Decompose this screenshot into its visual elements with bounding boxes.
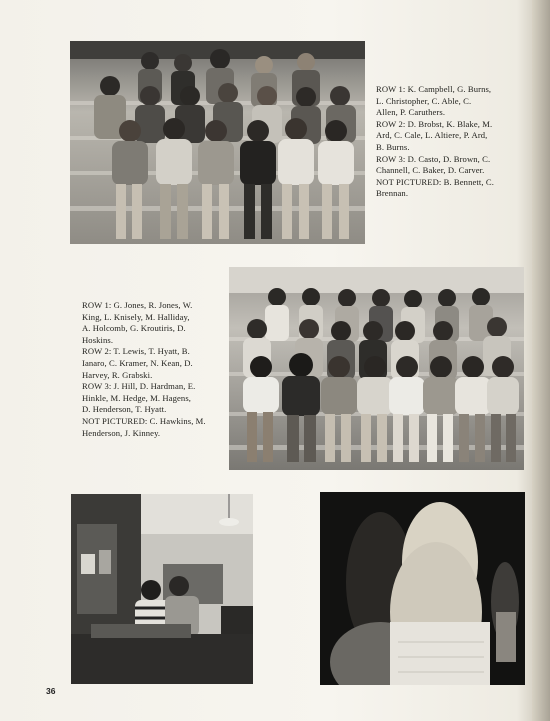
caption-line: Harvey, R. Grabski. — [82, 369, 153, 380]
caption-line: D. Henderson, T. Hyatt. — [82, 404, 167, 415]
caption-line: Hinkle, M. Hedge, M. Hagens, — [82, 392, 192, 403]
caption-line: B. Burns. — [376, 141, 410, 152]
caption-line: A. Holcomb, G. Kroutiris, D. — [82, 323, 186, 334]
caption-line: Henderson, J. Kinney. — [82, 427, 161, 438]
candid-photo-dance — [320, 492, 525, 685]
candid-photo-classroom — [71, 494, 253, 684]
caption-line: Hoskins. — [82, 334, 114, 345]
caption-middle-names — [82, 300, 227, 439]
caption-line: Ard, C. Cale, L. Altiere, P. Ard, — [376, 130, 488, 141]
caption-line: ROW 2: T. Lewis, T. Hyatt, B. — [82, 346, 190, 357]
book-spine-shadow — [532, 0, 550, 721]
caption-line: NOT PICTURED: C. Hawkins, M. — [82, 415, 206, 426]
caption-line: ROW 1: G. Jones, R. Jones, W. — [82, 300, 193, 310]
group-photo-top — [70, 41, 365, 244]
caption-line: NOT PICTURED: B. Bennett, C. — [376, 176, 494, 187]
page-number: 36 — [46, 686, 56, 696]
caption-line: King, L. Knisely, M. Halliday, — [82, 311, 190, 322]
caption-line: ROW 2: D. Brobst, K. Blake, M. — [376, 118, 493, 129]
caption-line: ROW 3: J. Hill, D. Hardman, E. — [82, 381, 196, 392]
caption-line: Brennan. — [376, 188, 409, 199]
caption-line: ROW 1: K. Campbell, G. Burns, — [376, 84, 492, 94]
group-photo-middle — [229, 267, 524, 470]
caption-line: L. Christopher, C. Able, C. — [376, 95, 472, 106]
caption-line: Allen, P. Caruthers. — [376, 107, 446, 118]
caption-line: Channell, C. Baker, D. Carver. — [376, 165, 485, 176]
caption-line: Ianaro, C. Kramer, N. Kean, D. — [82, 357, 193, 368]
caption-line: ROW 3: D. Casto, D. Brown, C. — [376, 153, 491, 164]
caption-top-names — [376, 84, 526, 200]
